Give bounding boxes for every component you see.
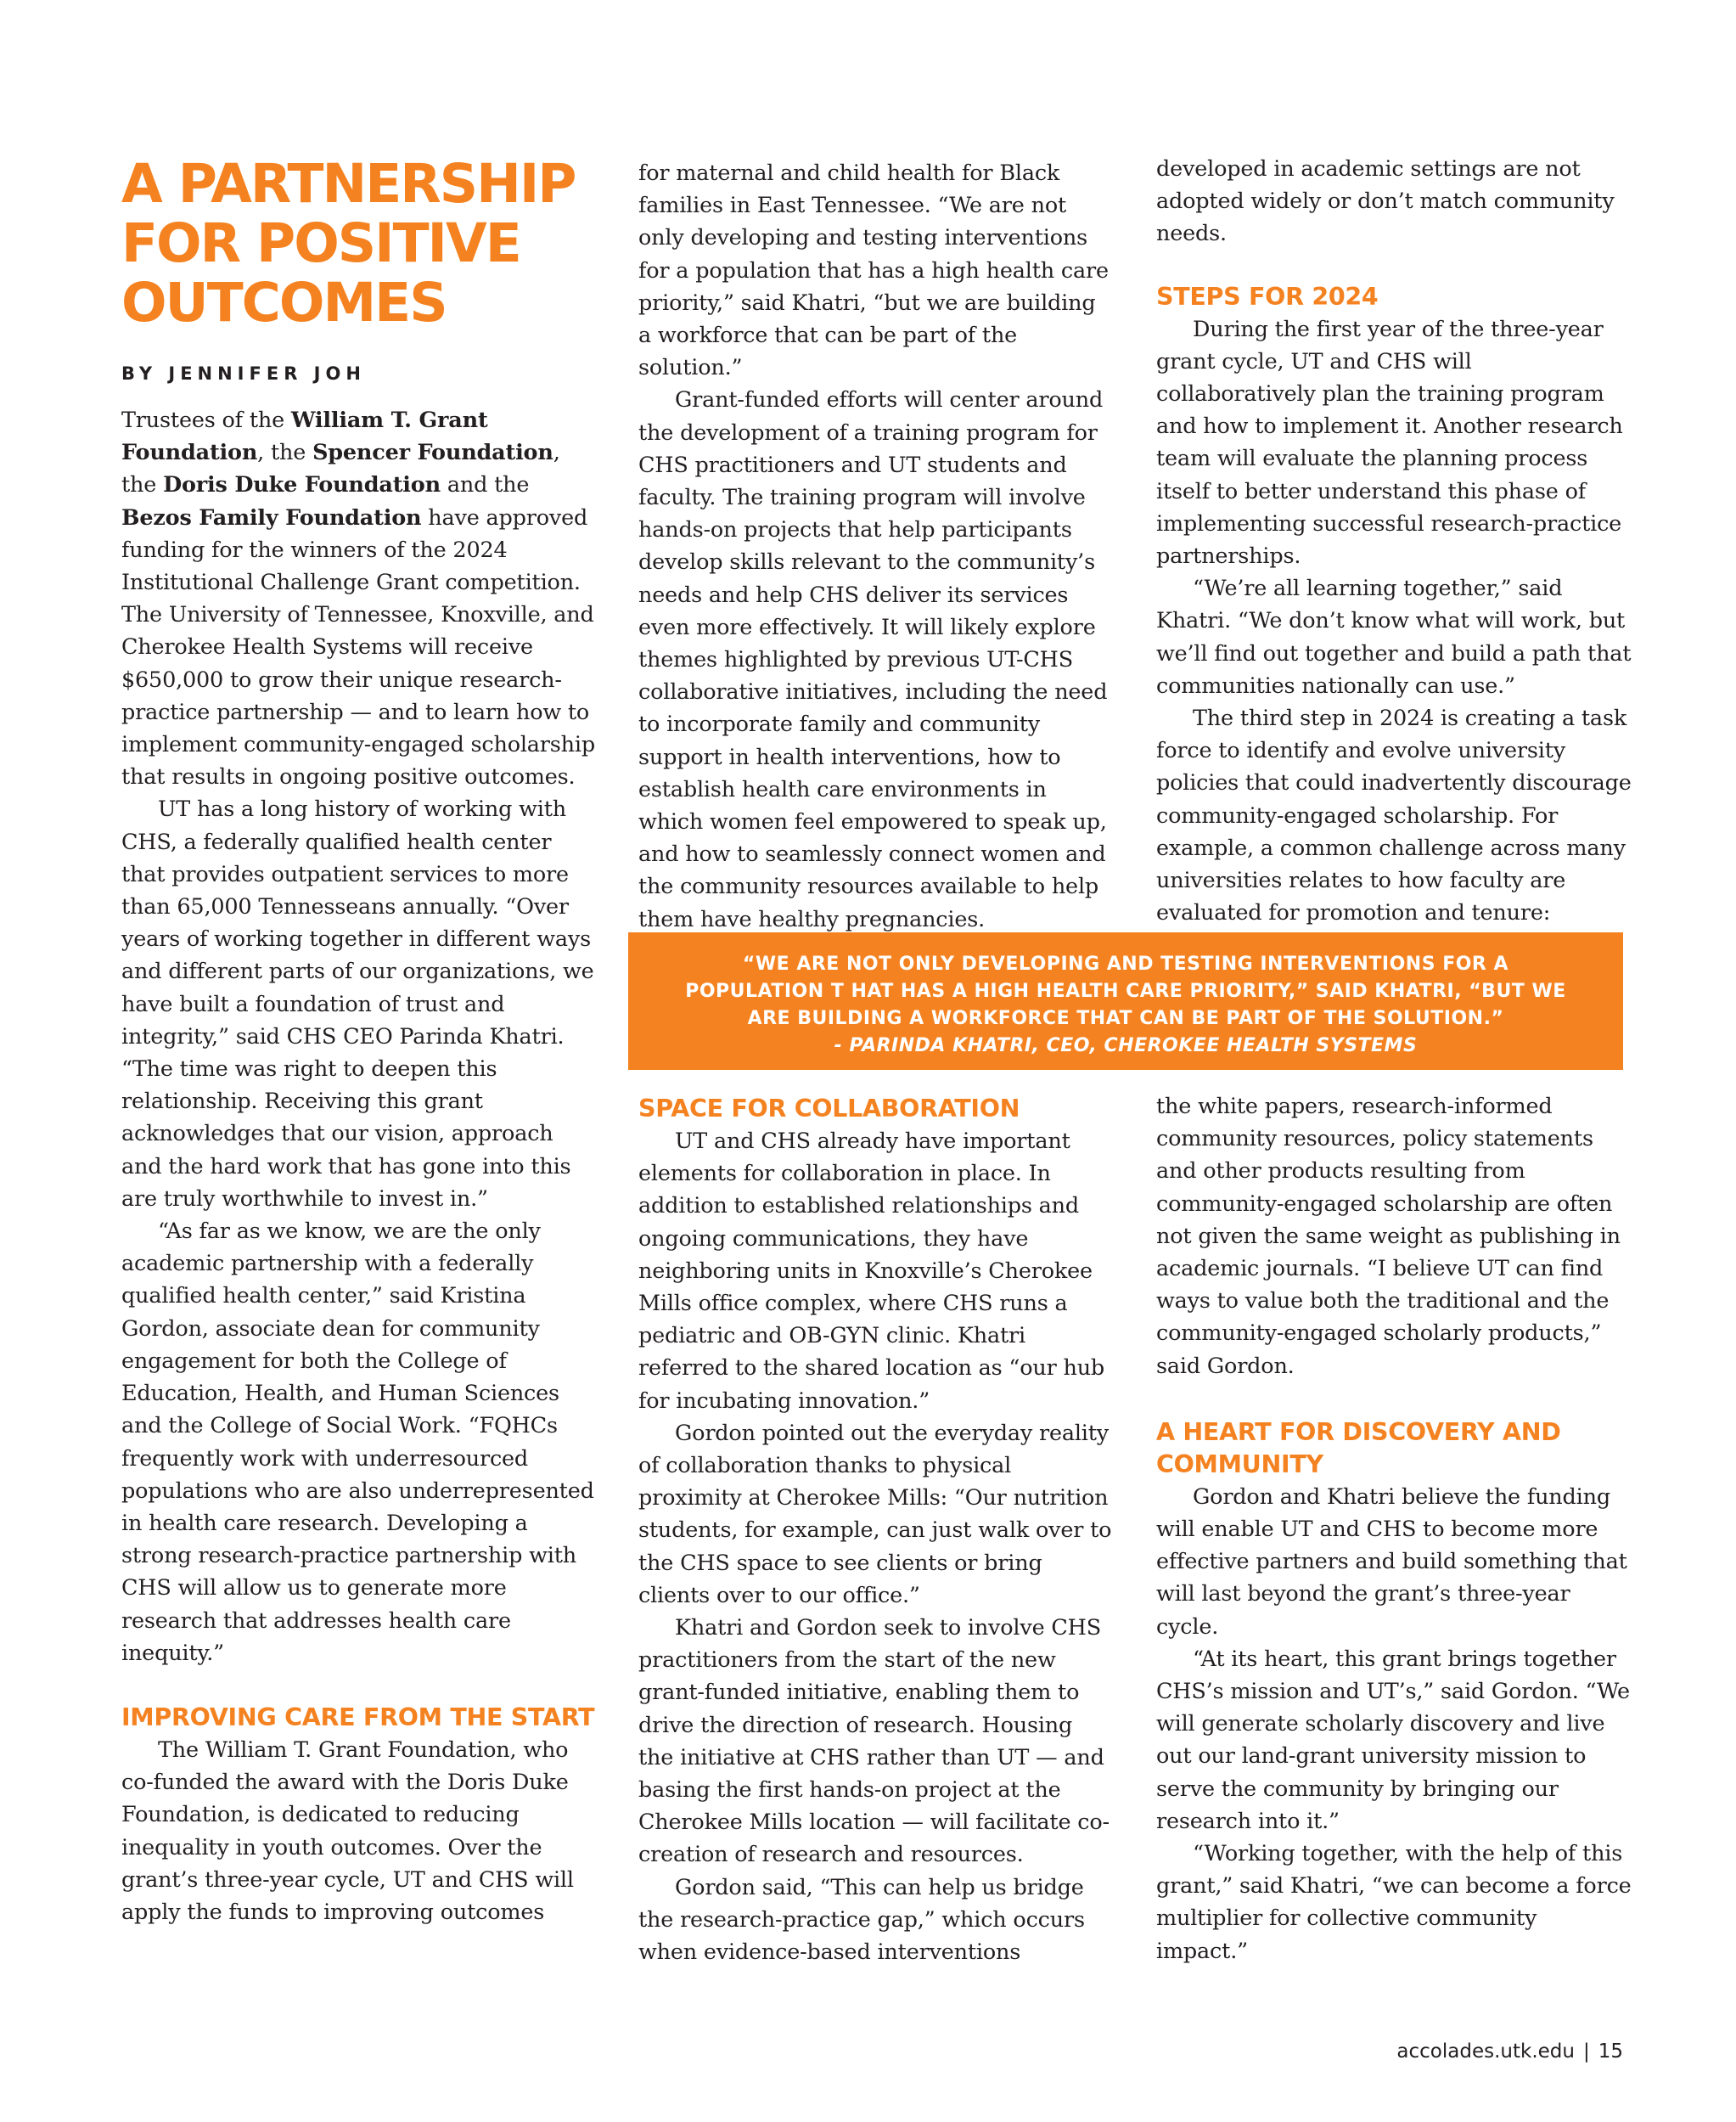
body-paragraph: The William T. Grant Foundation, who co-funded the award with the Doris Duke Foundation, is dedicated to reducing inequality in youth outcomes. Over the grant’s three-year cycle, UT and CHS will apply the funds to improving outcomes [121,1736,574,1925]
title-line: A PARTNERSHIP [121,153,576,215]
intro-text: , the [121,440,560,498]
body-paragraph: UT has a long history of working with CHS, a federally qualified health center that provides outpatient services to more than 65,000 Tennesseans annually. “Over years of working together in different ways and different parts of our organizations, we have built a foundation of trust and integrity,” said CHS CEO Parinda Khatri. “The time was right to deepen this relationship. Receiving this grant acknowledges that our vision, approach and the hard work that has gone into this are truly worthwhile to invest in.” [121,796,594,1212]
body-paragraph: During the first year of the three-year grant cycle, UT and CHS will collaboratively plan the training program and how to implement it. Another research team will evaluate the planning process itself to better understand this phase of implementing successful research-practice partnerships. [1156,316,1623,570]
foundation-name: Doris Duke Foundation [163,472,441,498]
title-line: FOR POSITIVE [121,212,520,274]
body-paragraph: UT and CHS already have important elements for collaboration in place. In addition to established relationships and ongoing communications, they have neighboring units in Knoxville’s Cherokee Mills office complex, where CHS runs a pediatric and OB-GYN clinic. Khatri referred to the shared location as “our hub for incubating innovation.” [638,1129,1105,1414]
pull-quote-line: ARE BUILDING A WORKFORCE THAT CAN BE PART OF THE SOLUTION.” [747,1008,1504,1029]
body-paragraph: “We’re all learning together,” said Khatri. “We don’t know what will work, but we’ll find out together and build a path that communities nationally can use.” [1156,576,1632,699]
page-number: 15 [1598,2040,1623,2063]
pull-quote-line: POPULATION T HAT HAS A HIGH HEALTH CARE PRIORITY,” SAID KHATRI, “BUT WE [685,981,1566,1002]
article-title [121,155,597,333]
column-2 [638,157,1114,936]
pull-quote [628,932,1623,1070]
title-line: OUTCOMES [121,272,447,334]
body-paragraph-continued: for maternal and child health for Black families in East Tennessee. “We are not only developing and testing interventions for a population that has a high health care priority,” said Khatri, “but we are building a workforce that can be part of the solution.” [638,160,1109,381]
column-1 [121,155,597,1928]
section-heading: A HEART FOR DISCOVERY AND COMMUNITY [1156,1417,1561,1478]
body-paragraph: Gordon said, “This can help us bridge the research-practice gap,” which occurs when evidence-based interventions [638,1874,1085,1966]
foundation-name: Bezos Family Foundation [121,504,422,531]
section-heading: STEPS FOR 2024 [1156,282,1379,311]
body-paragraph: The third step in 2024 is creating a task force to identify and evolve university policies that could inadvertently discourage community-engaged scholarship. For example, a common challenge across many universities relates to how faculty are evaluated for promotion and tenure: [1156,706,1632,926]
body-paragraph-continued: the white papers, research-informed community resources, policy statements and other products resulting from community-engaged scholarship are often not given the same weight as publishing in academic journals. “I believe UT can find ways to value both the traditional and the community-engaged scholarly products,” said Gordon. [1156,1094,1621,1379]
intro-text: Trustees of the [121,408,291,433]
foundation-name: William T. Grant Foundation [121,408,488,466]
byline: BY JENNIFER JOH [121,363,366,384]
intro-paragraph [121,404,597,793]
intro-text: and the [440,472,530,498]
footer-url: accolades.utk.edu [1396,2040,1575,2063]
pull-quote-line: “WE ARE NOT ONLY DEVELOPING AND TESTING INTERVENTIONS FOR A [742,954,1509,975]
body-paragraph: Gordon and Khatri believe the funding will enable UT and CHS to become more effective partners and build something that will last beyond the grant’s three-year cycle. [1156,1483,1627,1640]
body-paragraph: “Working together, with the help of this grant,” said Khatri, “we can become a force multiplier for collective community impact.” [1156,1841,1632,1964]
column-3 [1156,153,1632,929]
column-3-lower [1156,1090,1632,1967]
intro-text: have approved funding for the winners of the 2024 Institutional Challenge Grant competition. The University of Tennessee, Knoxville, and Cherokee Health Systems will receive $650,000 to grow their unique research-practice partnership — and to learn how to implement community-engaged scholarship that results in ongoing positive outcomes. [121,504,595,791]
body-paragraph: Grant-funded efforts will center around the development of a training program for CHS practitioners and UT students and faculty. The training program will involve hands-on projects that help participants develop skills relevant to the community’s needs and help CHS deliver its services even more effectively. It will likely explore themes highlighted by previous UT-CHS collaborative initiatives, including the need to incorporate family and community support in health interventions, how to establish health care environments in which women feel empowered to speak up, and how to seamlessly connect women and the community resources available to help them have healthy pregnancies. [638,387,1108,932]
footer-separator: | [1582,2040,1590,2063]
body-paragraph-continued: developed in academic settings are not adopted widely or don’t match community needs. [1156,156,1615,247]
body-paragraph: Gordon pointed out the everyday reality of collaboration thanks to physical proximity at Cherokee Mills: “Our nutrition students, for example, can just walk over to the CHS space to see clients or bring clients over to our office.” [638,1420,1112,1608]
section-heading: SPACE FOR COLLABORATION [638,1095,1020,1123]
body-paragraph: “As far as we know, we are the only academic partnership with a federally qualified health center,” said Kristina Gordon, associate dean for community engagement for both the College of Education, Health, and Human Sciences and the College of Social Work. “FQHCs frequently work with underresourced populations who are also underrepresented in health care research. Developing a strong research-practice partnership with CHS will allow us to generate more research that addresses health care inequity.” [121,1219,594,1666]
body-paragraph: Khatri and Gordon seek to involve CHS practitioners from the start of the new grant-funded initiative, enabling them to drive the direction of research. Housing the initiative at CHS rather than UT — and basing the first hands-on project at the Cherokee Mills location — will facilitate co-creation of research and resources. [638,1615,1110,1868]
intro-text: , the [257,440,313,466]
body-paragraph: “At its heart, this grant brings together CHS’s mission and UT’s,” said Gordon. “We will generate scholarly discovery and live out our land-grant university mission to serve the community by bringing our research into it.” [1156,1646,1630,1834]
page-footer [1396,2040,1623,2063]
column-2-lower [638,1093,1114,1968]
section-heading: IMPROVING CARE FROM THE START [121,1703,595,1731]
pull-quote-attribution: - PARINDA KHATRI, CEO, CHEROKEE HEALTH SYSTEMS [834,1035,1418,1056]
foundation-name: Spencer Foundation [312,440,553,466]
